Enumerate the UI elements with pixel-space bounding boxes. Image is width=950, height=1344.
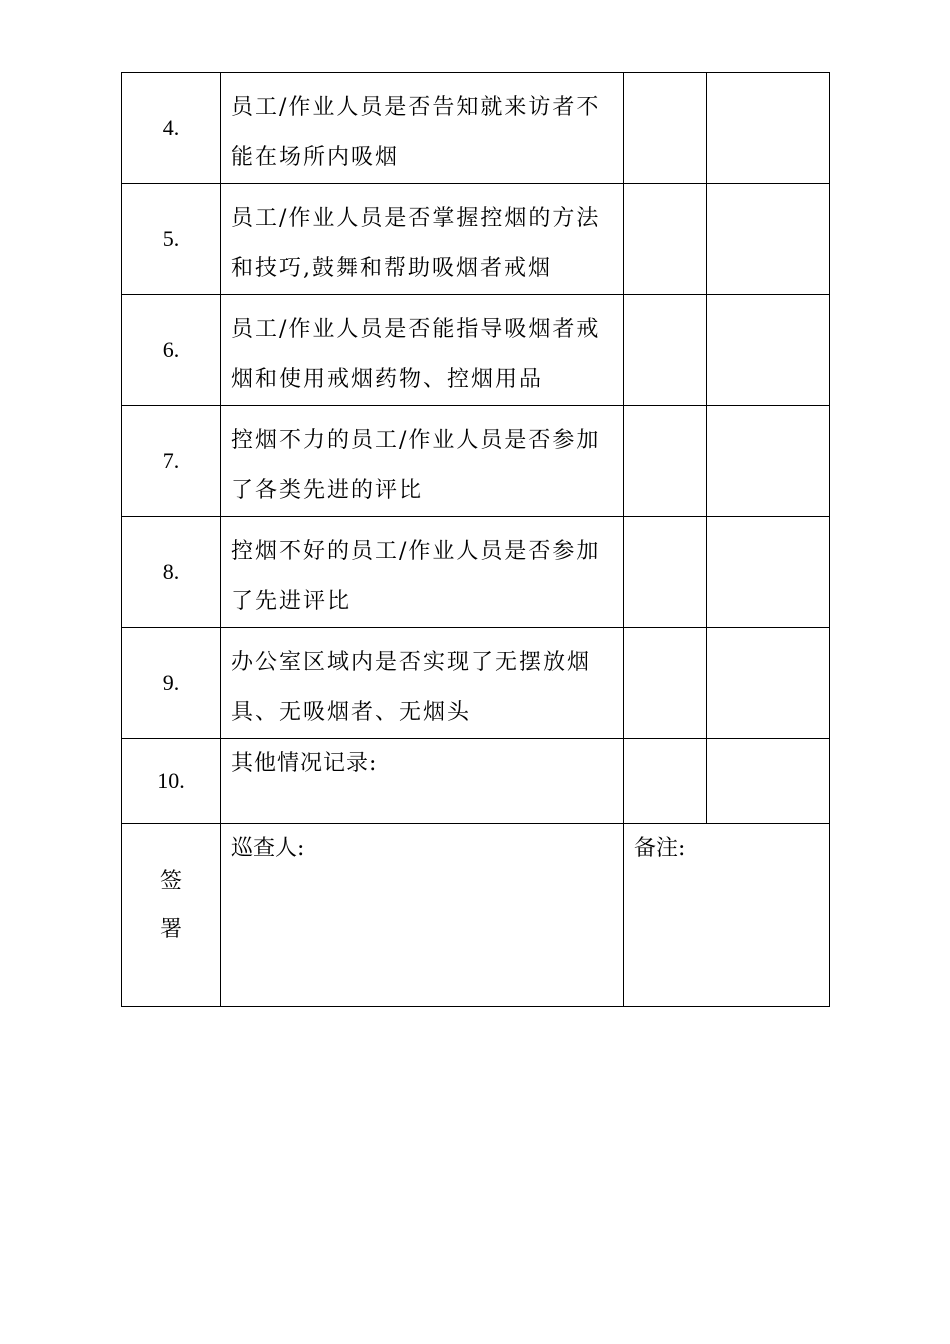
check-item-text: 控烟不力的员工/作业人员是否参加了各类先进的评比 <box>221 406 624 517</box>
table-row <box>122 406 830 517</box>
check-item-text: 员工/作业人员是否掌握控烟的方法和技巧,鼓舞和帮助吸烟者戒烟 <box>221 184 624 295</box>
signature-label-line2: 署 <box>159 917 182 942</box>
row-number: 5. <box>122 184 221 295</box>
row-number: 7. <box>122 406 221 517</box>
row-number: 8. <box>122 517 221 628</box>
row-number: 6. <box>122 295 221 406</box>
table-row <box>122 739 830 824</box>
signature-label-line1: 签 <box>159 869 182 894</box>
remark-cell <box>707 73 830 184</box>
table-row <box>122 295 830 406</box>
other-notes-label: 其他情况记录: <box>221 739 624 824</box>
row-number: 9. <box>122 628 221 739</box>
remark-cell <box>707 295 830 406</box>
signature-row <box>122 824 830 1007</box>
remark-cell <box>707 628 830 739</box>
result-cell <box>624 406 707 517</box>
remark-cell <box>707 184 830 295</box>
result-cell <box>624 184 707 295</box>
remark-cell <box>707 517 830 628</box>
check-item-text: 控烟不好的员工/作业人员是否参加了先进评比 <box>221 517 624 628</box>
result-cell <box>624 295 707 406</box>
result-cell <box>624 517 707 628</box>
inspection-checklist-table <box>121 72 830 1007</box>
result-cell <box>624 739 707 824</box>
inspector-label: 巡查人: <box>221 824 624 1007</box>
row-number: 4. <box>122 73 221 184</box>
remark-cell <box>707 739 830 824</box>
table-row <box>122 73 830 184</box>
check-item-text: 员工/作业人员是否能指导吸烟者戒烟和使用戒烟药物、控烟用品 <box>221 295 624 406</box>
result-cell <box>624 73 707 184</box>
remarks-label: 备注: <box>624 824 830 1007</box>
table-row <box>122 184 830 295</box>
result-cell <box>624 628 707 739</box>
check-item-text: 办公室区域内是否实现了无摆放烟具、无吸烟者、无烟头 <box>221 628 624 739</box>
remark-cell <box>707 406 830 517</box>
signature-label <box>122 824 221 1007</box>
table-row <box>122 517 830 628</box>
check-item-text: 员工/作业人员是否告知就来访者不能在场所内吸烟 <box>221 73 624 184</box>
row-number: 10. <box>122 739 221 824</box>
table-row <box>122 628 830 739</box>
